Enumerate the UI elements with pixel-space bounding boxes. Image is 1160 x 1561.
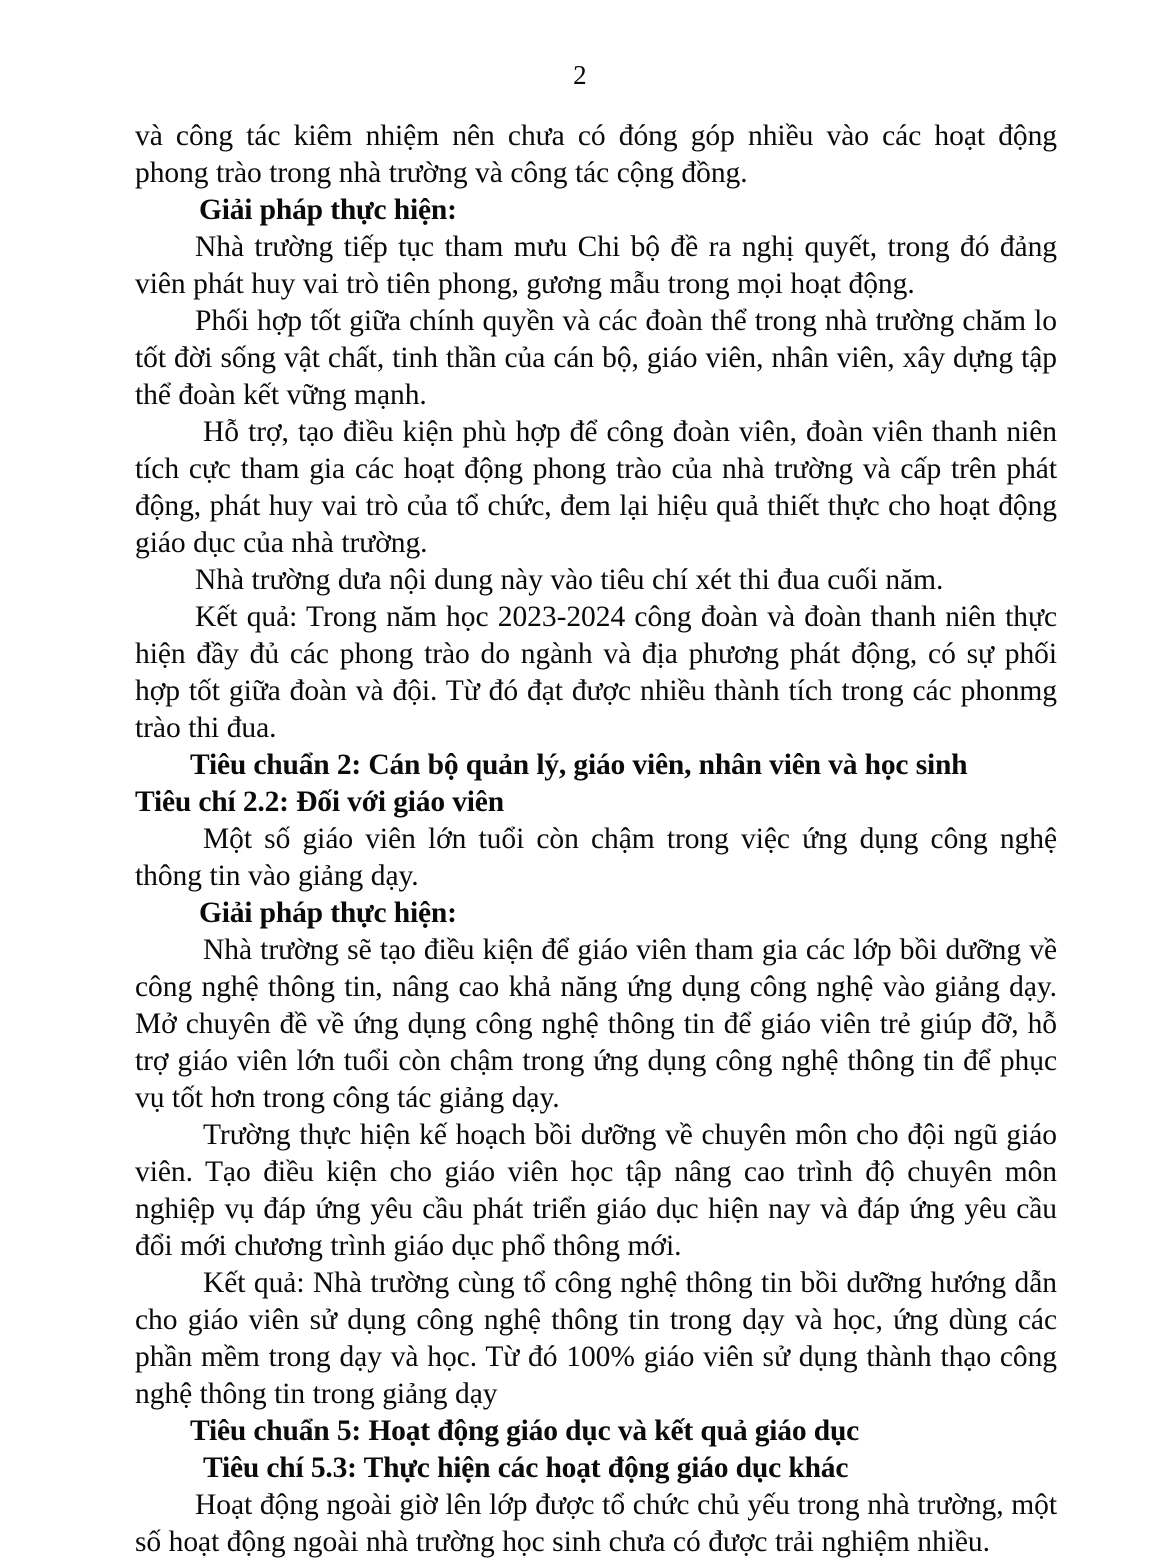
heading-tieu-chi-2-2: Tiêu chí 2.2: Đối với giáo viên xyxy=(135,786,504,818)
page-number: 2 xyxy=(573,60,587,90)
paragraph-ho-tro: Hỗ trợ, tạo điều kiện phù hợp để công đoàn viên, đoàn viên thanh niên tích cực tham gia các hoạt động phong trào của nhà trường và cấp trên phát động, phát huy vai trò của tổ chức, đem lại hiệu quả thiết thực cho hoạt động giáo dục của nhà trường. xyxy=(135,416,1057,559)
heading-tieu-chuan-5: Tiêu chuẩn 5: Hoạt động giáo dục và kết quả giáo dục xyxy=(190,1415,860,1447)
heading-giai-phap-thuc-hien-1: Giải pháp thực hiện: xyxy=(199,194,457,226)
paragraph-ket-qua-1: Kết quả: Trong năm học 2023-2024 công đoàn và đoàn thanh niên thực hiện đầy đủ các phong trào do ngành và địa phương phát động, có sự phối hợp tốt giữa đoàn và đội. Từ đó đạt được nhiều thành tích trong các phonmg trào thi đua. xyxy=(135,601,1057,744)
paragraph-truong-thuc-hien: Trường thực hiện kế hoạch bồi dưỡng về chuyên môn cho đội ngũ giáo viên. Tạo điều kiện cho giáo viên học tập nâng cao trình độ chuyên môn nghiệp vụ đáp ứng yêu cầu phát triển giáo dục hiện nay và đáp ứng yêu cầu đổi mới chương trình giáo dục phổ thông mới. xyxy=(135,1119,1057,1262)
document-body xyxy=(135,118,1057,1561)
paragraph-phoi-hop-tot: Phối hợp tốt giữa chính quyền và các đoàn thể trong nhà trường chăm lo tốt đời sống vật chất, tinh thần của cán bộ, giáo viên, nhân viên, xây dựng tập thể đoàn kết vững mạnh. xyxy=(135,305,1057,411)
paragraph-nha-truong-se-tao: Nhà trường sẽ tạo điều kiện để giáo viên tham gia các lớp bồi dưỡng về công nghệ thông tin, nâng cao khả năng ứng dụng công nghệ vào giảng dạy. Mở chuyên đề về ứng dụng công nghệ thông tin để giáo viên trẻ giúp đỡ, hỗ trợ giáo viên lớn tuổi còn chậm trong ứng dụng công nghệ thông tin để phục vụ tốt hơn trong công tác giảng dạy. xyxy=(135,934,1057,1114)
paragraph-hoat-dong-ngoai-gio: Hoạt động ngoài giờ lên lớp được tổ chức chủ yếu trong nhà trường, một số hoạt động ngoài nhà trường học sinh chưa có được trải nghiệm nhiều. xyxy=(135,1489,1057,1558)
heading-giai-phap-thuc-hien-2: Giải pháp thực hiện: xyxy=(199,897,457,929)
heading-tieu-chuan-2: Tiêu chuẩn 2: Cán bộ quản lý, giáo viên, nhân viên và học sinh xyxy=(190,749,968,781)
paragraph-nha-truong-tiep-tuc: Nhà trường tiếp tục tham mưu Chi bộ đề ra nghị quyết, trong đó đảng viên phát huy vai trò tiên phong, gương mẫu trong mọi hoạt động. xyxy=(135,231,1057,300)
paragraph-ket-qua-2: Kết quả: Nhà trường cùng tổ công nghệ thông tin bồi dưỡng hướng dẫn cho giáo viên sử dụng công nghệ thông tin trong dạy và học, ứng dùng các phần mềm trong dạy và học. Từ đó 100% giáo viên sử dụng thành thạo công nghệ thông tin trong giảng dạy xyxy=(135,1267,1057,1410)
heading-tieu-chi-5-3: Tiêu chí 5.3: Thực hiện các hoạt động giáo dục khác xyxy=(203,1452,849,1484)
paragraph-mot-so-giao-vien: Một số giáo viên lớn tuổi còn chậm trong việc ứng dụng công nghệ thông tin vào giảng dạy. xyxy=(135,823,1057,892)
paragraph-dua-noi-dung: Nhà trường dưa nội dung này vào tiêu chí xét thi đua cuối năm. xyxy=(195,564,944,596)
paragraph-continuation: và công tác kiêm nhiệm nên chưa có đóng góp nhiều vào các hoạt động phong trào trong nhà trường và công tác cộng đồng. xyxy=(135,120,1057,189)
